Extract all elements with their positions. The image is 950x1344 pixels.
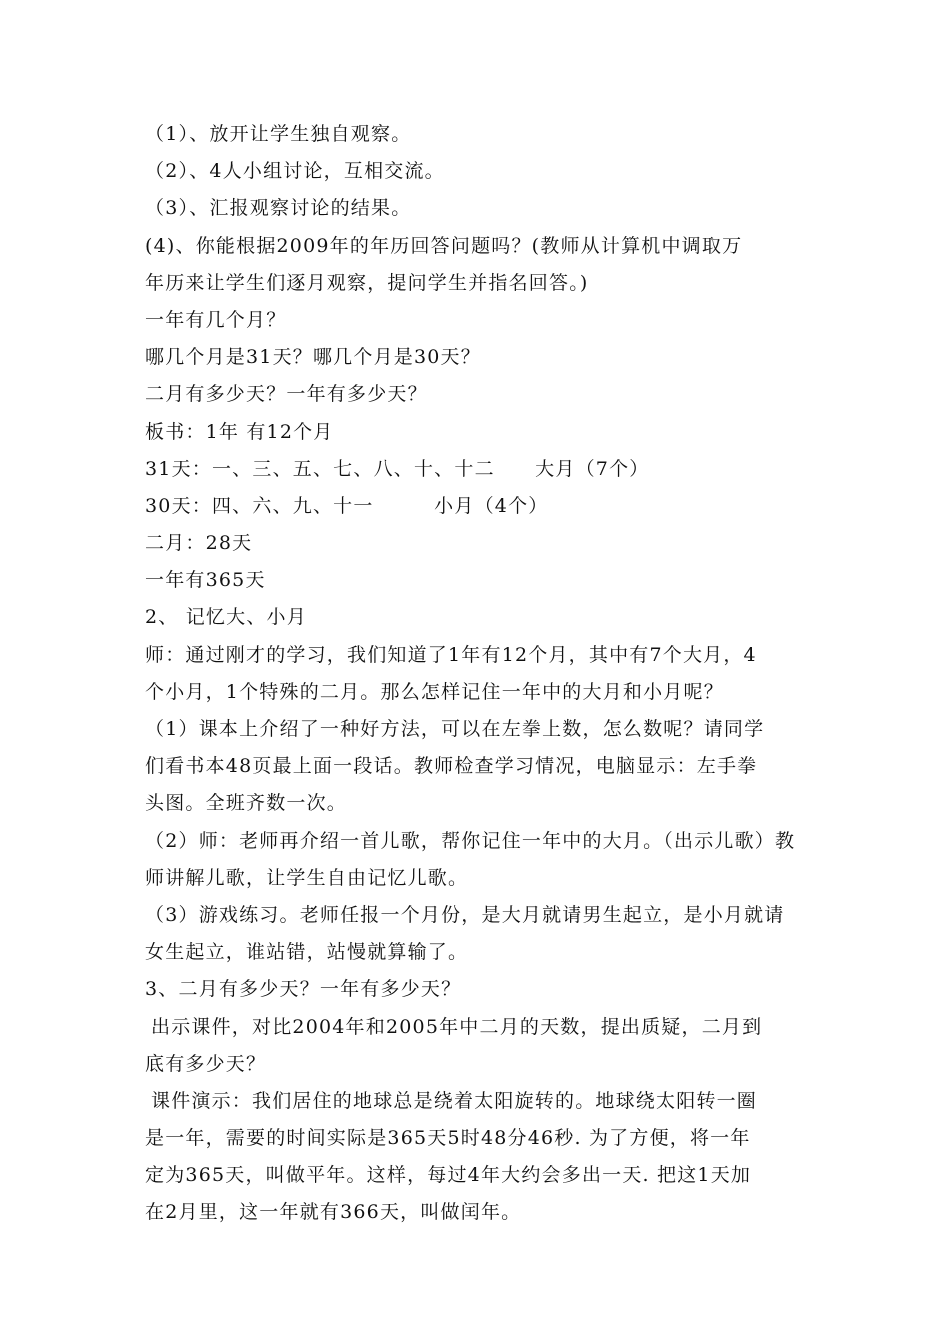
paragraph-line: 师：通过刚才的学习，我们知道了1年有12个月，其中有7个大月，4 [145, 643, 757, 666]
paragraph-line: 定为365天，叫做平年。这样，每过4年大约会多出一天. 把这1天加 [145, 1164, 752, 1187]
paragraph-line: （1）课本上介绍了一种好方法，可以在左拳上数，怎么数呢？请同学 [145, 718, 765, 740]
paragraph-line: 头图。全班齐数一次。 [145, 792, 348, 815]
paragraph-line: 一年有几个月？ [145, 308, 287, 331]
paragraph-line: 31天：一、三、五、七、八、十、十二 大月（7个） [145, 457, 650, 480]
paragraph-line: 个小月，1个特殊的二月。那么怎样记住一年中的大月和小月呢？ [145, 680, 724, 703]
paragraph-line: 在2月里，这一年就有366天，叫做闰年。 [145, 1201, 522, 1224]
paragraph-line: 二月：28天 [145, 532, 253, 555]
paragraph-line: 二月有多少天？一年有多少天？ [145, 383, 428, 406]
paragraph-line: 底有多少天？ [145, 1052, 267, 1075]
paragraph-line: （2）、4人小组讨论，互相交流。 [145, 160, 445, 183]
paragraph-line: （2）师：老师再介绍一首儿歌，帮你记住一年中的大月。（出示儿歌）教 [145, 829, 796, 852]
paragraph-line: 女生起立，谁站错，站慢就算输了。 [145, 941, 469, 964]
paragraph-line: 出示课件，对比2004年和2005年中二月的天数，提出质疑，二月到 [151, 1015, 763, 1038]
section-heading: 2、 记忆大、小月 [145, 606, 307, 629]
paragraph-line: 师讲解儿歌，让学生自由记忆儿歌。 [145, 866, 469, 889]
paragraph-line: 30天：四、六、九、十一 小月（4个） [145, 494, 549, 517]
document-body [145, 116, 810, 1232]
section-heading: 3、二月有多少天？一年有多少天？ [145, 978, 462, 1001]
paragraph-line: （3）游戏练习。老师任报一个月份，是大月就请男生起立，是小月就请 [145, 903, 785, 926]
paragraph-line: 哪几个月是31天？哪几个月是30天？ [145, 346, 481, 369]
paragraph-line: （1）、放开让学生独自观察。 [145, 123, 412, 145]
paragraph-line: 课件演示：我们居住的地球总是绕着太阳旋转的。地球绕太阳转一圈 [151, 1089, 758, 1112]
paragraph-line: 板书：1年 有12个月 [145, 420, 334, 443]
paragraph-line: (4)、你能根据2009年的年历回答问题吗？(教师从计算机中调取万 [145, 234, 743, 257]
paragraph-line: 年历来让学生们逐月观察，提问学生并指名回答。) [145, 271, 589, 294]
paragraph-line: （3）、汇报观察讨论的结果。 [145, 197, 412, 220]
paragraph-line: 们看书本48页最上面一段话。教师检查学习情况，电脑显示：左手拳 [145, 755, 758, 778]
paragraph-line: 一年有365天 [145, 569, 266, 592]
paragraph-line: 是一年，需要的时间实际是365天5时48分46秒. 为了方便，将一年 [145, 1127, 751, 1150]
